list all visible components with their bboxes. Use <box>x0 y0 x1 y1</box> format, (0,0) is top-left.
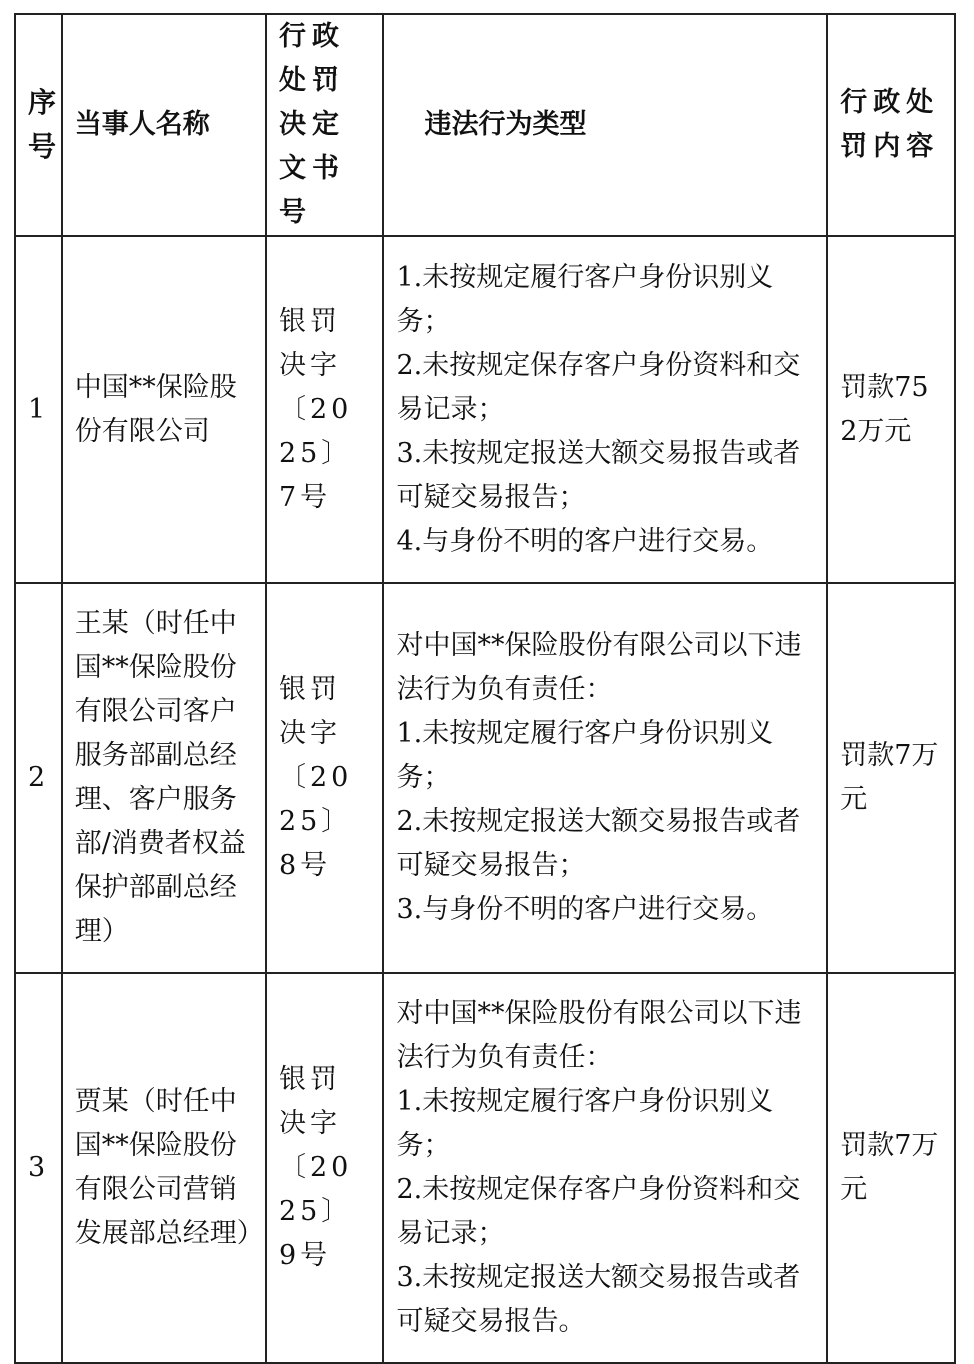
violation-item: 2.未按规定保存客户身份资料和交易记录； <box>396 349 801 425</box>
violation-item: 3.与身份不明的客户进行交易。 <box>396 894 774 925</box>
violation-item: 2.未按规定报送大额交易报告或者可疑交易报告； <box>396 806 801 881</box>
violation-intro: 对中国**保险股份有限公司以下违法行为负有责任： <box>396 630 802 705</box>
penalty-content: 罚款752万元 <box>827 236 955 583</box>
row-no: 1 <box>15 236 62 583</box>
violation-intro: 对中国**保险股份有限公司以下违法行为负有责任： <box>396 998 802 1073</box>
violation-item: 1.未按规定履行客户身份识别义务； <box>396 1086 774 1161</box>
header-no: 序号 <box>15 14 62 236</box>
header-penalty: 行政处罚内容 <box>827 14 955 236</box>
table-header-row <box>15 14 955 236</box>
violation-item: 3.未按规定报送大额交易报告或者可疑交易报告。 <box>396 1262 801 1337</box>
header-party: 当事人名称 <box>62 14 266 236</box>
doc-number: 银罚决字〔2025〕9号 <box>266 973 384 1363</box>
doc-number: 银罚决字〔2025〕8号 <box>266 583 384 973</box>
table-row <box>15 236 955 583</box>
violation-item: 2.未按规定保存客户身份资料和交易记录； <box>396 1174 801 1249</box>
party-name: 中国**保险股份有限公司 <box>62 236 266 583</box>
header-violation-type: 违法行为类型 <box>383 14 827 236</box>
row-no: 3 <box>15 973 62 1363</box>
penalty-content: 罚款7万元 <box>827 583 955 973</box>
violation-list <box>383 236 827 583</box>
table-row <box>15 973 955 1363</box>
violation-item: 1.未按规定履行客户身份识别义务； <box>396 261 774 337</box>
penalty-table <box>14 13 956 1364</box>
header-doc-number: 行政处罚决定文书号 <box>266 14 384 236</box>
violation-item: 3.未按规定报送大额交易报告或者可疑交易报告； <box>396 437 801 513</box>
violation-item: 1.未按规定履行客户身份识别义务； <box>396 718 774 793</box>
violation-item: 4.与身份不明的客户进行交易。 <box>396 525 774 557</box>
party-name: 王某（时任中国**保险股份有限公司客户服务部副总经理、客户服务部/消费者权益保护部副总经理） <box>62 583 266 973</box>
violation-list <box>383 583 827 973</box>
party-name: 贾某（时任中国**保险股份有限公司营销发展部总经理） <box>62 973 266 1363</box>
penalty-content: 罚款7万元 <box>827 973 955 1363</box>
doc-number: 银罚决字〔2025〕7号 <box>266 236 384 583</box>
violation-list <box>383 973 827 1363</box>
row-no: 2 <box>15 583 62 973</box>
table-row <box>15 583 955 973</box>
